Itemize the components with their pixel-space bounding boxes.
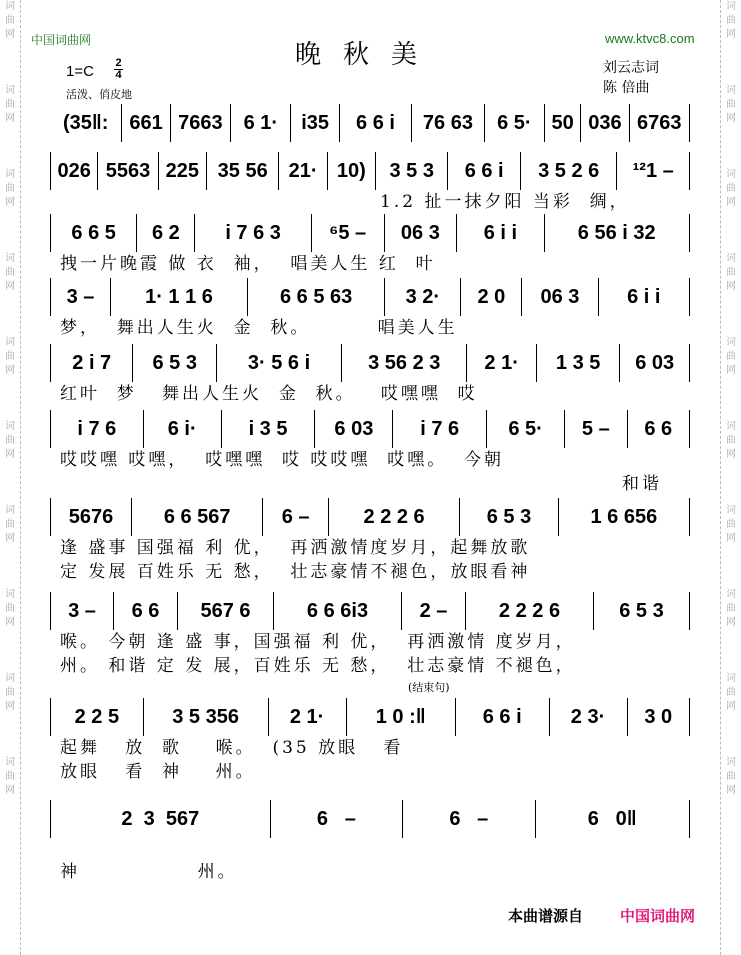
measure: 2 2 5 — [50, 698, 144, 736]
lyric-line: 神 州。 — [60, 862, 238, 882]
measure: 6 6 i — [340, 104, 412, 142]
score-row — [50, 344, 690, 382]
measure: 2 – — [402, 592, 466, 630]
watermark-left — [0, 0, 21, 955]
score-row — [50, 152, 690, 190]
watermark-char: 词 — [726, 673, 736, 684]
score-row — [50, 592, 690, 630]
measure: 2 3· — [550, 698, 628, 736]
measure: 10) — [328, 152, 376, 190]
watermark-char: 网 — [726, 197, 736, 208]
measure: 3 2· — [385, 278, 461, 316]
lyric-line: 州。 和谐 定 发 展，百姓乐 无 愁， 壮志豪情 不褪色， — [60, 656, 576, 676]
watermark-char: 网 — [5, 785, 15, 796]
measure: 2 1· — [467, 344, 537, 382]
watermark-char: 曲 — [726, 267, 736, 278]
measure: 1 3 5 — [537, 344, 620, 382]
watermark-right — [720, 0, 741, 955]
watermark-char: 词 — [726, 85, 736, 96]
lyric-line: 喉。 今朝 逢 盛 事，国强福 利 优， 再洒激情 度岁月， — [60, 632, 576, 652]
measure: 2 3 567 — [50, 800, 271, 838]
measure: 6 6 — [628, 410, 690, 448]
watermark-char: 曲 — [5, 519, 15, 530]
watermark-char: 曲 — [5, 99, 15, 110]
watermark-char: 词 — [726, 421, 736, 432]
measure: 6 6 5 63 — [248, 278, 385, 316]
score-row — [50, 214, 690, 252]
score-row — [50, 104, 690, 142]
measure: 3 – — [50, 278, 111, 316]
measure: 3 5 3 — [376, 152, 448, 190]
watermark-char: 曲 — [5, 603, 15, 614]
measure: 6 5 3 — [460, 498, 558, 536]
watermark-char: 曲 — [5, 435, 15, 446]
watermark-char: 词 — [726, 589, 736, 600]
measure: 6 6 i — [456, 698, 550, 736]
watermark-char: 网 — [5, 29, 15, 40]
watermark-char: 曲 — [726, 435, 736, 446]
lyric-line: 红叶 梦 舞出人生火 金 秋。 哎嘿嘿 哎 — [60, 384, 478, 404]
measure: 6 2 — [137, 214, 195, 252]
score-row — [50, 278, 690, 316]
watermark-char: 网 — [5, 197, 15, 208]
measure: 2 2 2 6 — [329, 498, 460, 536]
ending-note: (结束句) — [408, 681, 450, 694]
lyric-line: 逢 盛事 国强福 利 优， 再洒激情度岁月，起舞放歌 — [60, 538, 531, 558]
watermark-char: 网 — [726, 113, 736, 124]
measure: 6 – — [263, 498, 329, 536]
measure: 6 – — [271, 800, 403, 838]
watermark-char: 网 — [5, 281, 15, 292]
watermark-char: 曲 — [5, 183, 15, 194]
source-site: 中国词曲网 — [620, 907, 696, 925]
measure: 06 3 — [522, 278, 598, 316]
site-url: www.ktvc8.com — [605, 31, 695, 46]
watermark-char: 曲 — [726, 519, 736, 530]
watermark-char: 词 — [726, 505, 736, 516]
measure: i 7 6 — [50, 410, 144, 448]
watermark-char: 曲 — [726, 15, 736, 26]
measure: 3 56 2 3 — [342, 344, 467, 382]
watermark-char: 词 — [5, 1, 15, 12]
watermark-char: 网 — [5, 113, 15, 124]
measure: 6 i i — [599, 278, 690, 316]
composer: 陈 倍曲 — [603, 80, 650, 96]
watermark-char: 词 — [726, 253, 736, 264]
watermark-char: 曲 — [726, 771, 736, 782]
measure: 6 i i — [457, 214, 544, 252]
measure: 6 i· — [144, 410, 222, 448]
measure: 6763 — [630, 104, 690, 142]
watermark-char: 词 — [5, 589, 15, 600]
measure: ¹²1 – — [617, 152, 689, 190]
measure: 6 03 — [620, 344, 690, 382]
measure: i35 — [291, 104, 339, 142]
measure: 036 — [581, 104, 629, 142]
measure: 76 63 — [412, 104, 484, 142]
measure: 6 6 i — [448, 152, 520, 190]
measure: 6 03 — [315, 410, 393, 448]
tempo-marking: 活泼、俏皮地 — [66, 88, 132, 101]
measure: 6 5 3 — [133, 344, 216, 382]
measure: 6 5· — [485, 104, 545, 142]
measure: 026 — [50, 152, 98, 190]
measure: 6 6 5 — [50, 214, 137, 252]
measure: 2 2 2 6 — [466, 592, 594, 630]
measure: 5563 — [98, 152, 158, 190]
watermark-char: 网 — [726, 449, 736, 460]
score-row — [50, 800, 690, 838]
watermark-char: 曲 — [726, 99, 736, 110]
measure: 35 56 — [207, 152, 279, 190]
measure: i 7 6 3 — [195, 214, 311, 252]
watermark-char: 曲 — [726, 351, 736, 362]
lyric-line: 哎哎嘿 哎嘿， 哎嘿嘿 哎 哎哎嘿 哎嘿。 今朝 — [60, 450, 505, 470]
measure: 2 0 — [461, 278, 522, 316]
source-label: 本曲谱源自 — [508, 907, 584, 925]
song-title: 晚秋美 — [295, 40, 440, 70]
watermark-char: 曲 — [5, 267, 15, 278]
measure: 661 — [122, 104, 170, 142]
score-row — [50, 410, 690, 448]
watermark-char: 词 — [5, 253, 15, 264]
measure: 3 – — [50, 592, 114, 630]
lyric-line: 定 发展 百姓乐 无 愁， 壮志豪情不褪色，放眼看神 — [60, 562, 531, 582]
watermark-char: 网 — [5, 365, 15, 376]
measure: 06 3 — [385, 214, 458, 252]
watermark-char: 词 — [5, 505, 15, 516]
score-row — [50, 498, 690, 536]
watermark-char: 网 — [726, 617, 736, 628]
lyricist: 刘云志词 — [603, 60, 659, 76]
watermark-char: 词 — [726, 337, 736, 348]
measure: 3 5 2 6 — [521, 152, 618, 190]
measure: 6 5· — [487, 410, 565, 448]
watermark-char: 曲 — [5, 771, 15, 782]
measure: 5676 — [50, 498, 132, 536]
watermark-char: 词 — [5, 673, 15, 684]
lyric-line: 1.2 扯一抹夕阳 当彩 绸， — [380, 192, 630, 212]
watermark-char: 网 — [5, 449, 15, 460]
key-signature: 1=C — [66, 63, 94, 80]
watermark-char: 曲 — [5, 351, 15, 362]
watermark-char: 词 — [5, 169, 15, 180]
measure: i 7 6 — [393, 410, 487, 448]
watermark-char: 曲 — [726, 603, 736, 614]
meter-bottom: 4 — [115, 69, 122, 81]
measure: 6 – — [403, 800, 535, 838]
measure: 6 5 3 — [594, 592, 690, 630]
measure: 6 1· — [231, 104, 291, 142]
measure: 6 6 6i3 — [274, 592, 402, 630]
measure: 225 — [159, 152, 207, 190]
measure: 1 6 656 — [559, 498, 690, 536]
measure: 1 0 :‖ — [347, 698, 456, 736]
measure: 7663 — [171, 104, 231, 142]
measure: 1· 1 1 6 — [111, 278, 248, 316]
lyric-line: 起舞 放 歌 喉。 (35 放眼 看 — [60, 738, 404, 758]
watermark-char: 词 — [726, 1, 736, 12]
pickup-lyric: 和谐 — [622, 474, 662, 494]
watermark-char: 词 — [726, 169, 736, 180]
watermark-char: 曲 — [5, 15, 15, 26]
meter-top: 2 — [115, 57, 122, 69]
watermark-char: 网 — [726, 785, 736, 796]
measure: i 3 5 — [222, 410, 316, 448]
lyric-line: 梦， 舞出人生火 金 秋。 唱美人生 — [60, 318, 458, 338]
watermark-char: 词 — [726, 757, 736, 768]
watermark-char: 词 — [5, 421, 15, 432]
watermark-char: 词 — [5, 337, 15, 348]
watermark-char: 网 — [5, 533, 15, 544]
watermark-char: 网 — [726, 533, 736, 544]
measure: 2 1· — [269, 698, 347, 736]
measure: 50 — [545, 104, 581, 142]
measure: 2 i 7 — [50, 344, 133, 382]
time-signature — [114, 58, 123, 81]
measure: 6 56 i 32 — [545, 214, 690, 252]
watermark-char: 曲 — [726, 687, 736, 698]
lyric-line: 放眼 看 神 州。 — [60, 762, 256, 782]
measure: 567 6 — [178, 592, 274, 630]
measure: ⁶5 – — [312, 214, 385, 252]
measure: (35‖: — [50, 104, 122, 142]
watermark-char: 网 — [726, 701, 736, 712]
measure: 3 0 — [628, 698, 690, 736]
score-row — [50, 698, 690, 736]
watermark-char: 网 — [5, 701, 15, 712]
watermark-char: 网 — [726, 365, 736, 376]
watermark-char: 曲 — [726, 183, 736, 194]
measure: 3 5 356 — [144, 698, 269, 736]
watermark-char: 曲 — [5, 687, 15, 698]
measure: 6 0‖ — [536, 800, 690, 838]
measure: 21· — [279, 152, 327, 190]
site-logo-left: 中国词曲网 — [31, 33, 92, 47]
measure: 6 6 567 — [132, 498, 263, 536]
lyric-line: 拽一片晚霞 做 衣 袖， 唱美人生 红 叶 — [60, 254, 436, 274]
watermark-char: 网 — [726, 281, 736, 292]
measure: 3· 5 6 i — [217, 344, 342, 382]
measure: 5 – — [565, 410, 627, 448]
watermark-char: 词 — [5, 757, 15, 768]
watermark-char: 词 — [5, 85, 15, 96]
measure: 6 6 — [114, 592, 178, 630]
watermark-char: 网 — [726, 29, 736, 40]
watermark-char: 网 — [5, 617, 15, 628]
